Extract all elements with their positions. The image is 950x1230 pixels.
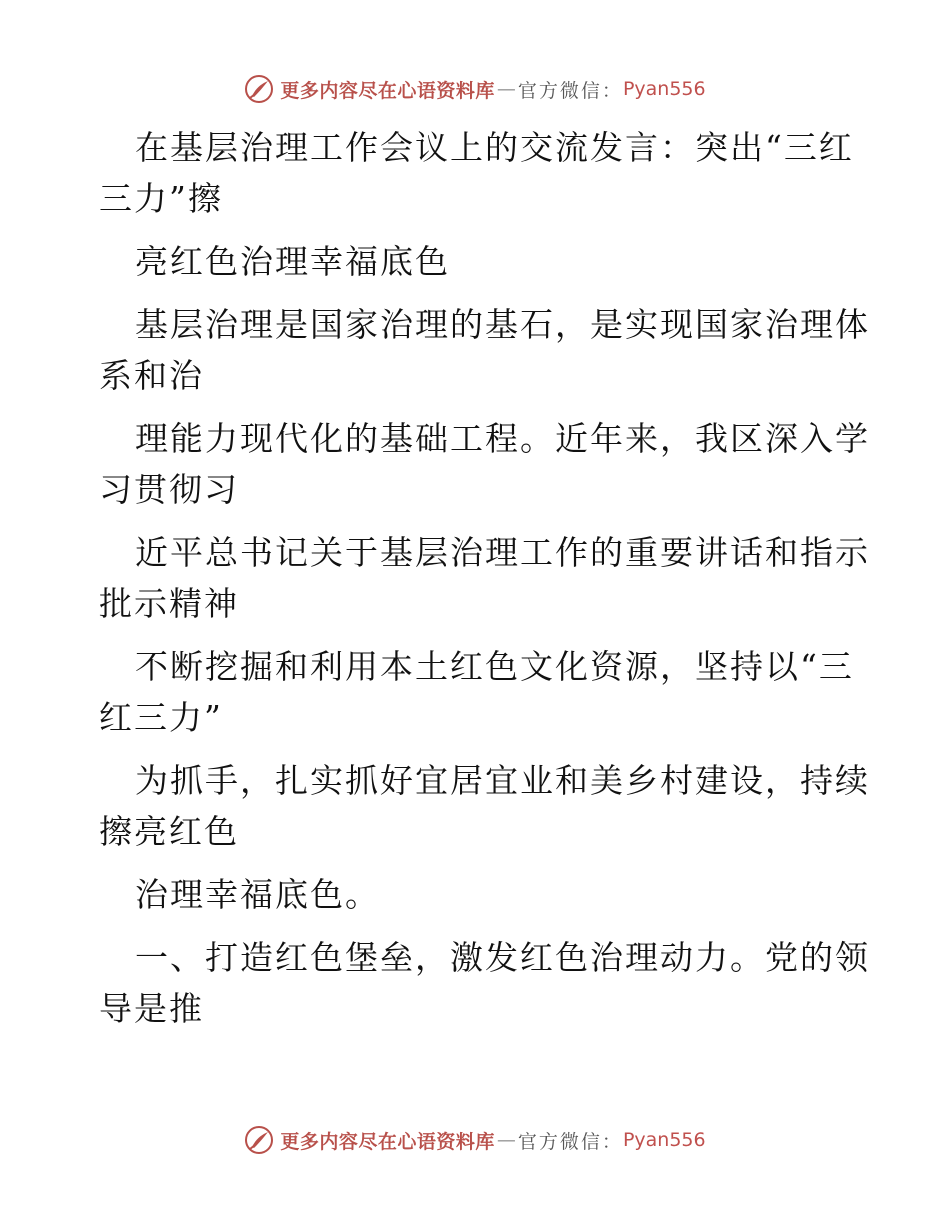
paragraph-line: 擦亮红色 (99, 812, 239, 851)
header-watermark (0, 71, 950, 107)
paragraph-5 (99, 527, 870, 629)
header-brand: 更多内容尽在心语资料库 (280, 79, 495, 102)
paragraph-line: 导是推 (99, 989, 204, 1028)
paragraph-3 (99, 299, 870, 401)
paragraph-line: 系和治 (99, 356, 204, 395)
paragraph-line: 治理幸福底色。 (135, 875, 380, 914)
paragraph-line: 一、打造红色堡垒，激发红色治理动力。党的领 (135, 938, 870, 977)
paragraph-line: 习贯彻习 (99, 470, 239, 509)
paragraph-line: 在基层治理工作会议上的交流发言：突出“三红 (135, 128, 854, 167)
footer-wechat-label: 官方微信： (517, 1130, 623, 1153)
paragraph-line: 三力”擦 (99, 179, 223, 218)
paragraph-7 (99, 755, 870, 857)
footer-watermark (0, 1122, 950, 1158)
paragraph-6 (99, 641, 854, 743)
document-body (99, 122, 870, 1046)
paragraph-2 (99, 236, 851, 287)
paragraph-line: 不断挖掘和利用本土红色文化资源，坚持以“三 (135, 647, 854, 686)
paragraph-line: 亮红色治理幸福底色 (135, 242, 450, 281)
paragraph-line: 为抓手，扎实抓好宜居宜业和美乡村建设，持续 (135, 761, 870, 800)
quill-logo-icon (244, 74, 274, 104)
footer-wechat-id: Pyan556 (622, 1129, 706, 1151)
paragraph-line: 理能力现代化的基础工程。近年来，我区深入学 (135, 419, 870, 458)
paragraph-line: 近平总书记关于基层治理工作的重要讲话和指示 (135, 533, 870, 572)
paragraph-9 (99, 932, 870, 1034)
footer-brand: 更多内容尽在心语资料库 (280, 1130, 495, 1153)
quill-logo-icon (244, 1125, 274, 1155)
paragraph-line: 红三力” (99, 698, 223, 737)
footer-dash: — (496, 1129, 516, 1151)
header-dash: — (496, 78, 516, 100)
header-wechat-id: Pyan556 (622, 78, 706, 100)
paragraph-8 (99, 869, 851, 920)
paragraph-4 (99, 413, 870, 515)
header-wechat-label: 官方微信： (517, 79, 623, 102)
paragraph-1 (99, 122, 854, 224)
paragraph-line: 批示精神 (99, 584, 239, 623)
paragraph-line: 基层治理是国家治理的基石，是实现国家治理体 (135, 305, 870, 344)
